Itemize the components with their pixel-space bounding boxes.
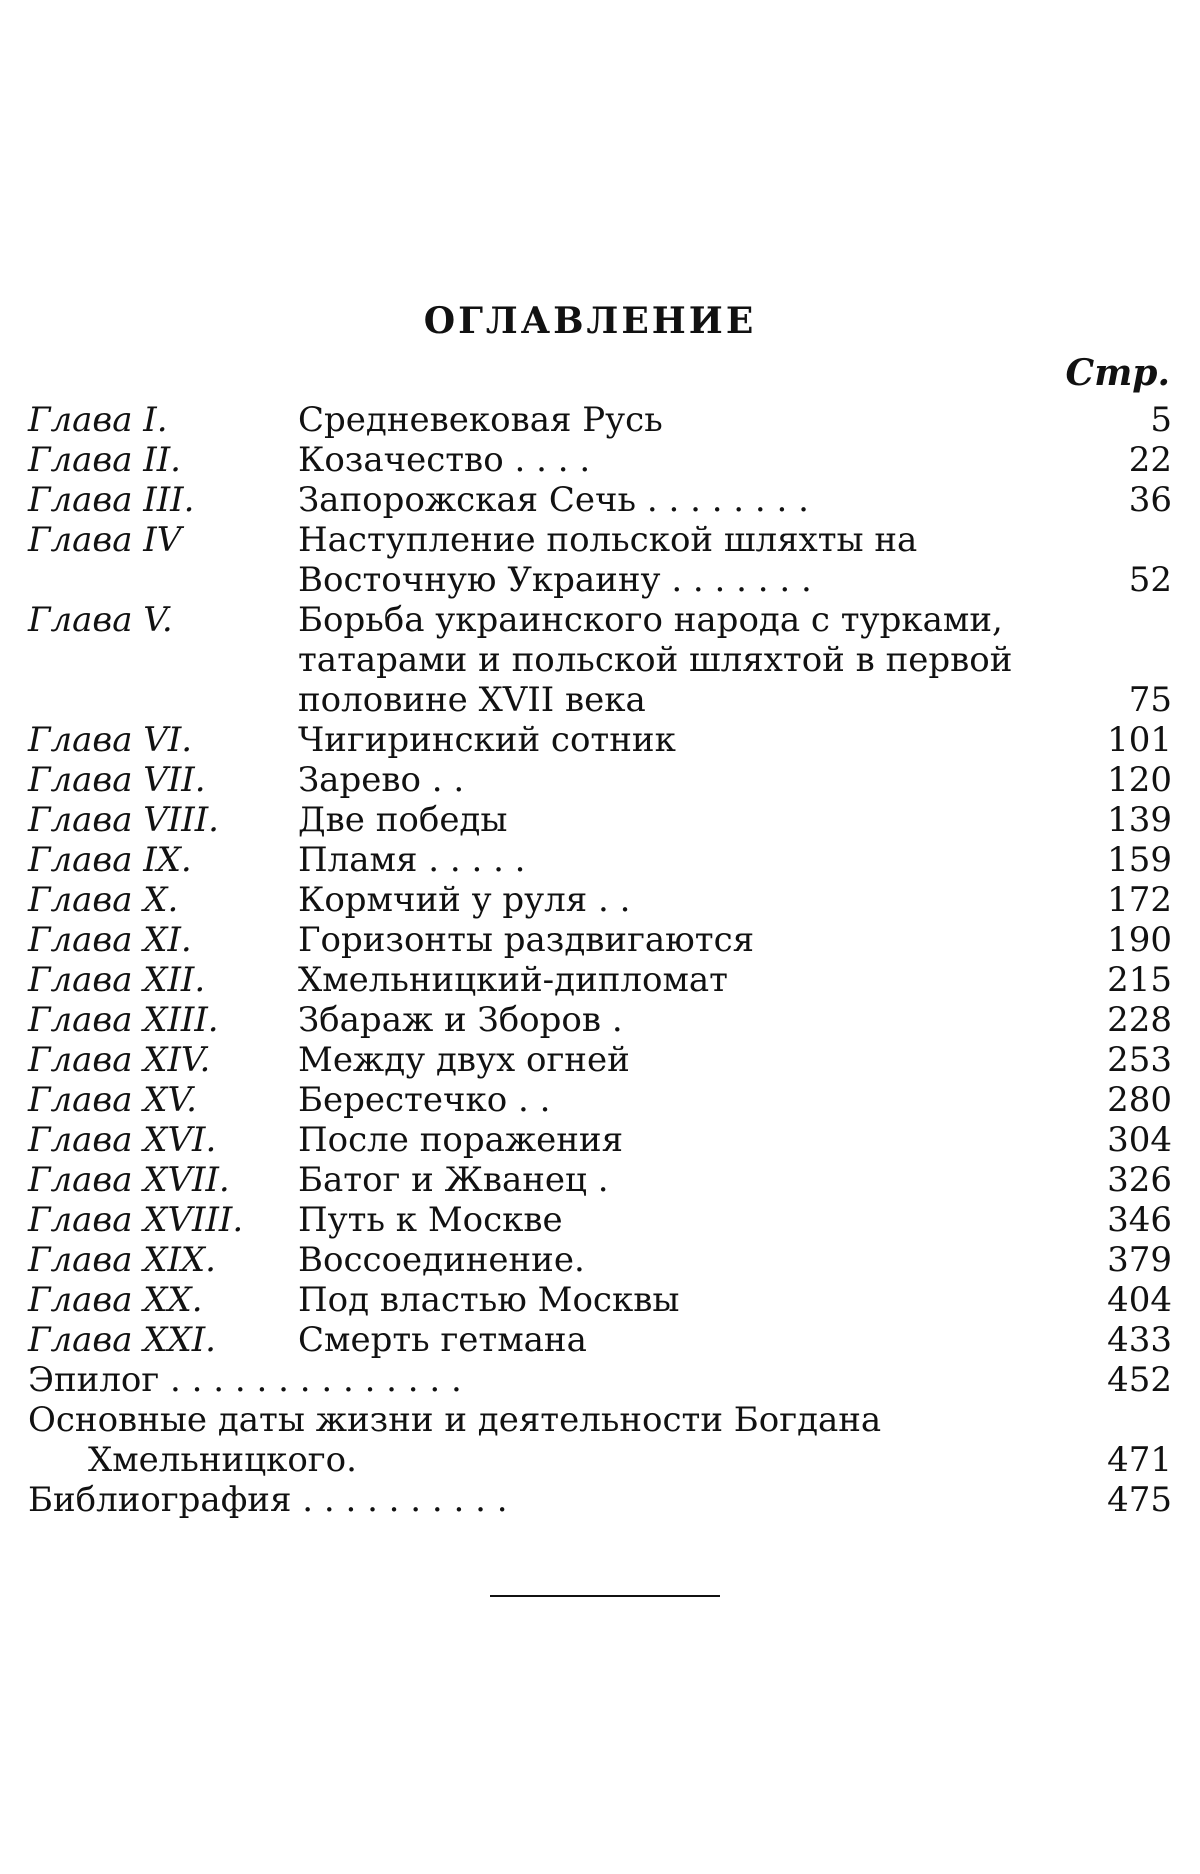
chapter-label: Глава X. (28, 880, 179, 920)
chapter-title: Батог и Жванец . (298, 1160, 609, 1200)
page-number: 433 (1107, 1320, 1172, 1360)
table-of-contents (28, 400, 1172, 1520)
chapter-title: Берестечко . . (298, 1080, 551, 1120)
toc-entry (28, 880, 1172, 920)
toc-entry (28, 720, 1172, 760)
chapter-label: Глава IX. (28, 840, 192, 880)
chapter-title: Запорожская Сечь . . . . . . . . (298, 480, 809, 520)
chapter-title: Наступление польской шляхты на Восточную Украину . . . . . . . (298, 520, 918, 600)
chapter-label: Глава VIII. (28, 800, 219, 840)
chapter-label: Глава V. (28, 600, 173, 640)
chapter-label: Глава XVII. (28, 1160, 230, 1200)
toc-entry (28, 600, 1172, 720)
toc-entry-epilogue (28, 1360, 1172, 1400)
toc-entry (28, 1240, 1172, 1280)
chapter-title: Козачество . . . . (298, 440, 591, 480)
page-number: 253 (1107, 1040, 1172, 1080)
closing-rule (490, 1595, 720, 1597)
chapter-label: Глава XIX. (28, 1240, 216, 1280)
page-number: 52 (1128, 560, 1172, 600)
toc-entry (28, 400, 1172, 440)
chapter-label: Глава XX. (28, 1280, 203, 1320)
back-matter-title: Библиография . . . . . . . . . . (28, 1480, 508, 1520)
toc-entry (28, 1200, 1172, 1240)
chapter-label: Глава XIV. (28, 1040, 211, 1080)
toc-entry (28, 840, 1172, 880)
toc-entry (28, 1280, 1172, 1320)
chapter-title: Под властью Москвы (298, 1280, 680, 1320)
back-matter-title: Эпилог . . . . . . . . . . . . . . (28, 1360, 462, 1400)
page-number: 228 (1107, 1000, 1172, 1040)
chapter-label: Глава VII. (28, 760, 206, 800)
back-matter-title (28, 1400, 1092, 1480)
page-number: 326 (1107, 1160, 1172, 1200)
chapter-title: Смерть гетмана (298, 1320, 587, 1360)
chapter-label: Глава II. (28, 440, 181, 480)
toc-entry (28, 800, 1172, 840)
page-number: 139 (1107, 800, 1172, 840)
chapter-label: Глава XVI. (28, 1120, 217, 1160)
chapter-title: Путь к Москве (298, 1200, 563, 1240)
chapter-label: Глава VI. (28, 720, 193, 760)
chapter-label: Глава III. (28, 480, 195, 520)
chapter-label: Глава XI. (28, 920, 192, 960)
page-title: ОГЛАВЛЕНИЕ (423, 300, 757, 342)
back-matter-title-line: Основные даты жизни и деятельности Богдана (28, 1400, 882, 1440)
chapter-title: Хмельницкий-дипломат (298, 960, 728, 1000)
page-number: 215 (1107, 960, 1172, 1000)
toc-entry (28, 520, 1172, 600)
chapter-title: Средневековая Русь (298, 400, 663, 440)
chapter-label: Глава XXI. (28, 1320, 216, 1360)
chapter-title: Збараж и Зборов . (298, 1000, 623, 1040)
page-number: 304 (1107, 1120, 1172, 1160)
chapter-title: Борьба украинского народа с турками, татарами и польской шляхтой в первой половине XVII века (298, 600, 1013, 720)
chapter-title: Кормчий у руля . . (298, 880, 631, 920)
toc-entry (28, 1080, 1172, 1120)
chapter-label: Глава XIII. (28, 1000, 219, 1040)
page-number: 452 (1107, 1360, 1172, 1400)
chapter-title: После поражения (298, 1120, 624, 1160)
chapter-title: Две победы (298, 800, 508, 840)
chapter-label: Глава XII. (28, 960, 206, 1000)
page-number: 120 (1107, 760, 1172, 800)
page-number: 190 (1107, 920, 1172, 960)
page-number: 471 (1107, 1440, 1172, 1480)
page-number: 379 (1107, 1240, 1172, 1280)
page-number: 280 (1107, 1080, 1172, 1120)
chapter-label: Глава XVIII. (28, 1200, 244, 1240)
toc-entry (28, 1120, 1172, 1160)
toc-entry (28, 1000, 1172, 1040)
chapter-title: Зарево . . (298, 760, 465, 800)
page-number: 404 (1107, 1280, 1172, 1320)
page-number: 5 (1150, 400, 1172, 440)
page-number: 22 (1128, 440, 1172, 480)
toc-entry (28, 920, 1172, 960)
page-number: 101 (1107, 720, 1172, 760)
toc-entry (28, 1160, 1172, 1200)
toc-entry-dates (28, 1400, 1172, 1480)
page-number: 36 (1128, 480, 1172, 520)
chapter-title: Между двух огней (298, 1040, 630, 1080)
toc-entry (28, 1320, 1172, 1360)
page-number: 475 (1107, 1480, 1172, 1520)
page-number: 75 (1128, 680, 1172, 720)
toc-entry (28, 480, 1172, 520)
toc-entry (28, 440, 1172, 480)
chapter-title: Горизонты раздвигаются (298, 920, 755, 960)
chapter-title: Чигиринский сотник (298, 720, 676, 760)
page-number: 346 (1107, 1200, 1172, 1240)
page-column-label: Стр. (1065, 352, 1170, 394)
back-matter-title-continuation: Хмельницкого. (88, 1440, 357, 1480)
toc-entry-bibliography (28, 1480, 1172, 1520)
toc-entry (28, 760, 1172, 800)
toc-entry (28, 960, 1172, 1000)
page-number: 159 (1107, 840, 1172, 880)
chapter-title: Воссоединение. (298, 1240, 585, 1280)
toc-entry (28, 1040, 1172, 1080)
page-number: 172 (1107, 880, 1172, 920)
chapter-title: Пламя . . . . . (298, 840, 526, 880)
chapter-label: Глава I. (28, 400, 168, 440)
chapter-label: Глава XV. (28, 1080, 197, 1120)
chapter-label: Глава IV (28, 520, 182, 560)
